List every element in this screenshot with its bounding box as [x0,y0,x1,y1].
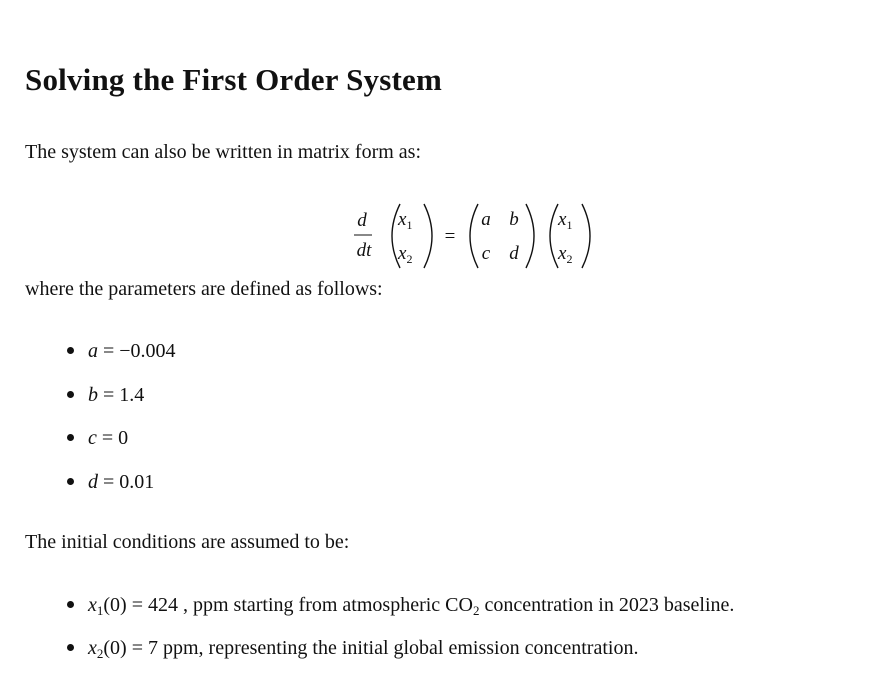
param-symbol: a [88,340,98,362]
condition-expr: (0) = 424 [103,594,178,616]
bullet-icon [67,644,74,651]
intro-paragraph: The system can also be written in matrix form as: [25,141,422,163]
list-item [67,384,144,410]
condition-expr: (0) = 7 [103,637,158,659]
matrix-equation [340,198,610,274]
matrix-entry-b: b [509,209,519,230]
derivative-denominator: dt [356,240,372,261]
vector2-bottom: $x_2$ [558,243,573,266]
param-symbol: c [88,427,97,449]
vector2-top: $x_1$ [558,209,573,232]
param-relation: = [98,384,120,406]
vector2-right-paren [582,204,590,268]
chem-subscript: 2 [472,603,480,618]
param-value: −0.004 [119,340,176,362]
where-paragraph: where the parameters are defined as follows: [25,278,383,300]
derivative-numerator: d [357,210,367,231]
matrix-entry-a: a [481,209,491,230]
page-title: Solving the First Order System [25,62,443,97]
bullet-icon [67,478,74,485]
list-item [67,340,176,366]
bullet-icon [67,601,74,608]
matrix-left-paren [470,204,478,268]
condition-sub: 1 [96,603,104,618]
list-item [67,637,638,660]
bullet-icon [67,434,74,441]
param-relation: = [96,427,119,449]
bullet-icon [67,347,74,354]
list-item [67,471,154,497]
matrix-right-paren [526,204,534,268]
bullet-icon [67,391,74,398]
vector-bottom: $x_2$ [398,243,413,266]
param-relation: = [98,471,120,493]
condition-var: x [88,594,97,616]
condition-text: ppm, representing the initial global emission concentration. [158,637,639,659]
condition-sub: 2 [96,646,104,661]
right-paren [424,204,432,268]
vector2-left-paren [550,204,558,268]
initial-conditions-paragraph: The initial conditions are assumed to be: [25,531,350,553]
param-value: 0 [118,427,129,449]
condition-var: x [88,637,97,659]
param-symbol: d [88,471,98,493]
list-item [67,427,128,453]
matrix-entry-c: c [481,243,491,264]
param-value: 0.01 [119,471,155,493]
param-symbol: b [88,384,98,406]
vector-top: $x_1$ [398,209,413,232]
condition-text-end: concentration in 2023 baseline. [479,594,735,616]
param-relation: = [98,340,120,362]
equals-sign: = [444,226,456,247]
condition-text: , ppm starting from atmospheric CO [178,594,473,616]
matrix-entry-d: d [509,243,519,264]
list-item [67,594,734,617]
param-value: 1.4 [119,384,145,406]
